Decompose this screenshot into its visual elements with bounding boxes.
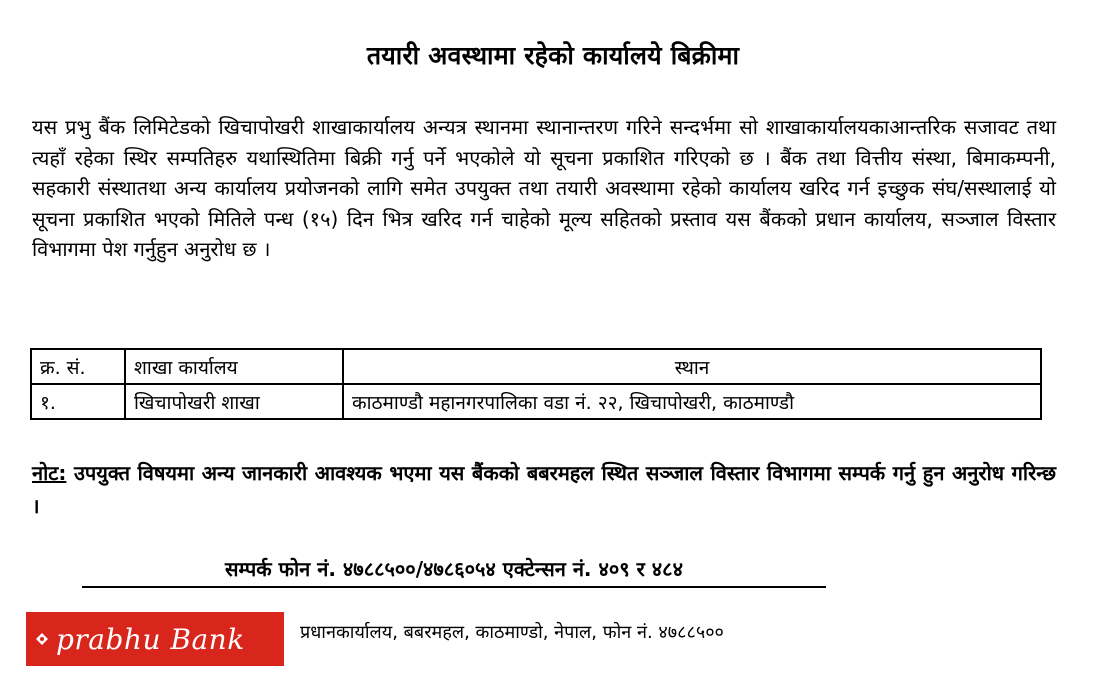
note-paragraph [32, 457, 1056, 523]
contact-line: सम्पर्क फोन नं. ४७८८५००/४७८६०५४ एक्टेन्सन नं. ४०९ र ४८४ [82, 555, 826, 588]
logo-text: prabhu Bank [56, 622, 245, 656]
cell-location: काठमाण्डौ महानगरपालिका वडा नं. २२, खिचापोखरी, काठमाण्डौ [343, 384, 1041, 419]
cell-serial-number: १. [31, 384, 125, 419]
notice-title: तयारी अवस्थामा रहेको कार्यालये बिक्रीमा [366, 41, 740, 70]
notice-body: यस प्रभु बैंक लिमिटेडको खिचापोखरी शाखाकार्यालय अन्यत्र स्थानमा स्थानान्तरण गरिने सन्दर्भमा सो शाखाकार्यालयकाआन्तरिक सजावट तथा त्यहाँ रहेका स्थिर सम्पतिहरु यथास्थितिमा बिक्री गर्नु पर्ने भएकोले यो सूचना प्रकाशित गरिएको छ । बैंक तथा वित्तीय संस्था, बिमाकम्पनी, सहकारी संस्थातथा अन्य कार्यालय प्रयोजनको लागि समेत उपयुक्त तथा तयारी अवस्थामा रहेको कार्यालय खरिद गर्न इच्छुक संघ/सस्थालाई यो सूचना प्रकाशित भएको मितिले पन्ध (१५) दिन भित्र खरिद गर्न चाहेको मूल्य सहितको प्रस्ताव यस बैंकको प्रधान कार्यालय, सञ्जाल विस्तार विभागमा पेश गर्नुहुन अनुरोध छ । [32, 115, 1056, 261]
header-location: स्थान [343, 349, 1041, 384]
table-header-row [31, 349, 1041, 384]
table-row [31, 384, 1041, 419]
header-branch-office: शाखा कार्यालय [125, 349, 343, 384]
note-label: नोट: [32, 461, 67, 485]
bank-logo [26, 612, 284, 666]
cell-branch-office: खिचापोखरी शाखा [125, 384, 343, 419]
lotus-emblem-icon [36, 633, 48, 645]
note-text: उपयुक्त विषयमा अन्य जानकारी आवश्यक भएमा यस बैंकको बबरमहल स्थित सञ्जाल विस्तार विभागमा सम्पर्क गर्नु हुन अनुरोध गरिन्छ । [32, 461, 1056, 518]
header-serial-number: क्र. सं. [31, 349, 125, 384]
footer-address: प्रधानकार्यालय, बबरमहल, काठमाण्डो, नेपाल, फोन नं. ४७८८५०० [300, 622, 724, 643]
branch-table [30, 348, 1042, 420]
